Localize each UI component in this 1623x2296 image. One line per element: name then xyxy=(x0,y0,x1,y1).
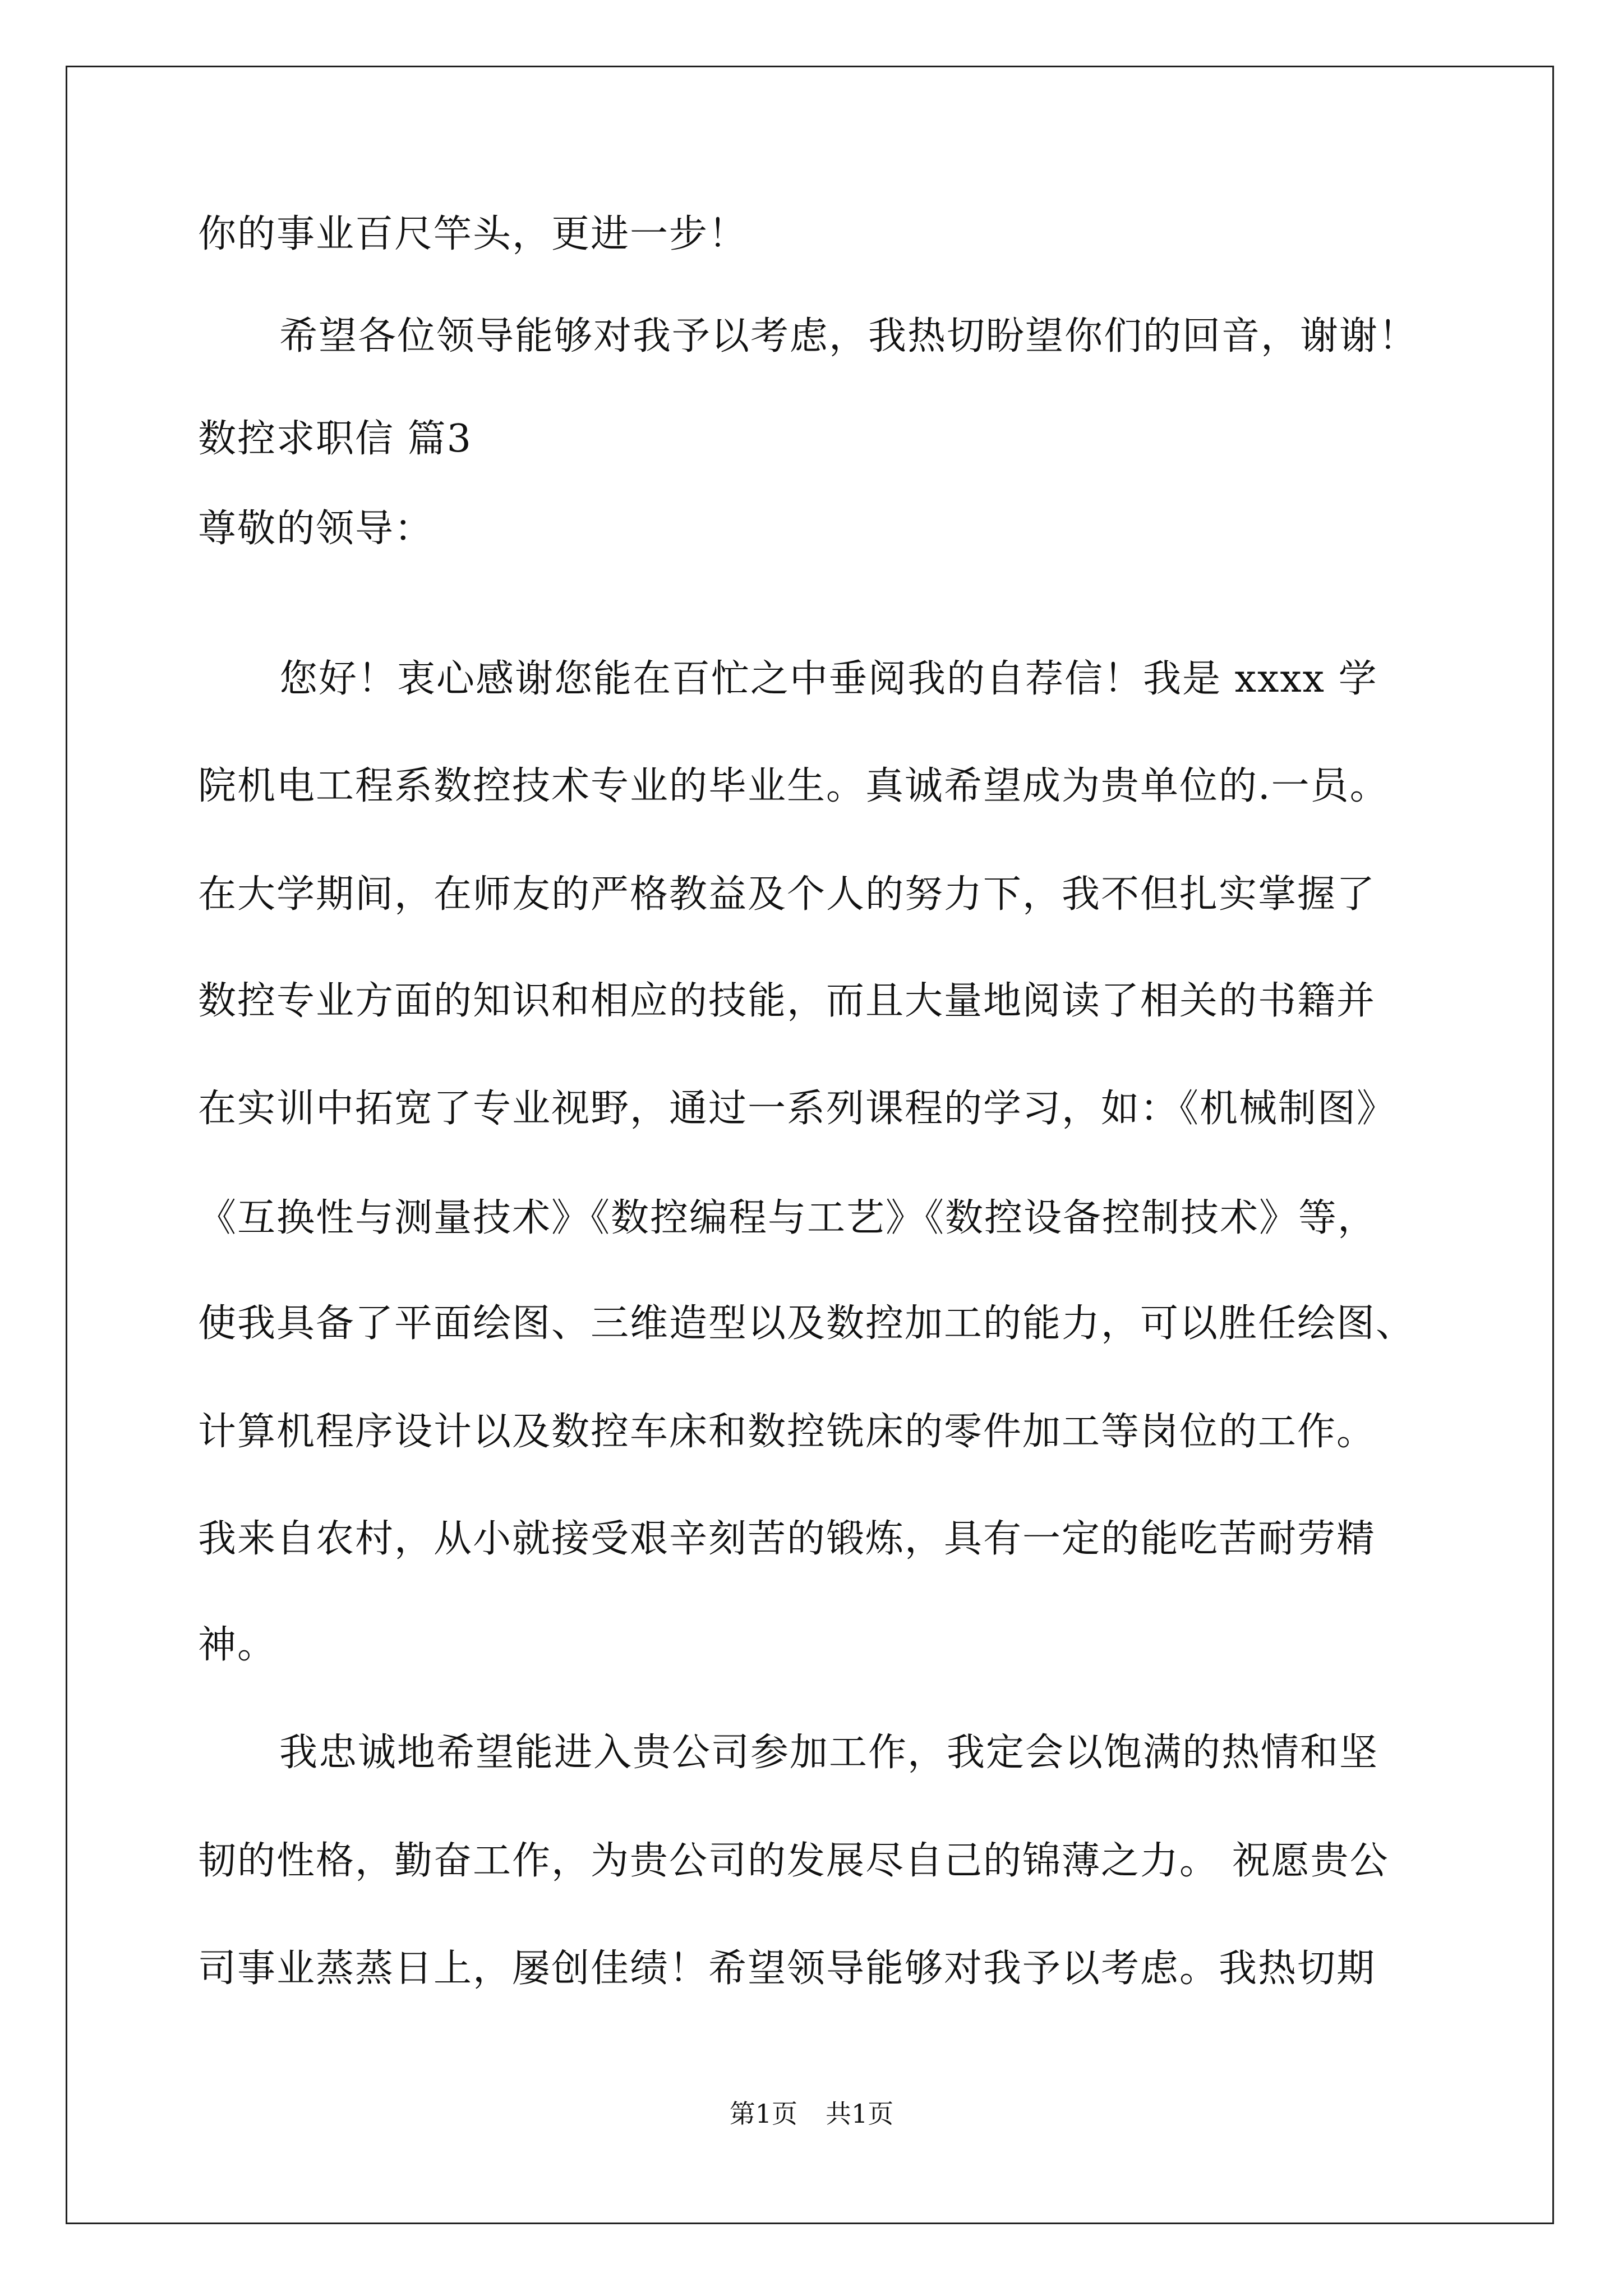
text-line: 使我具备了平面绘图、三维造型以及数控加工的能力，可以胜任绘图、 xyxy=(198,1301,1415,1346)
text-line: 计算机程序设计以及数控车床和数控铣床的零件加工等岗位的工作。 xyxy=(198,1410,1376,1454)
text-line: 您好！衷心感谢您能在百忙之中垂阅我的自荐信！我是 xxxx 学 xyxy=(279,657,1378,701)
text-line: 韧的性格，勤奋工作，为贵公司的发展尽自己的锦薄之力。 祝愿贵公 xyxy=(198,1839,1389,1883)
page-total: 共1页 xyxy=(826,2099,894,2129)
text-line: 希望各位领导能够对我予以考虑，我热切盼望你们的回音，谢谢！ xyxy=(279,314,1418,358)
text-line: 我忠诚地希望能进入贵公司参加工作，我定会以饱满的热情和坚 xyxy=(279,1731,1379,1775)
page-number: 第1页 xyxy=(729,2099,797,2129)
text-line: 《互换性与测量技术》《数控编程与工艺》《数控设备控制技术》等， xyxy=(198,1196,1377,1240)
text-line: 司事业蒸蒸日上，屡创佳绩！希望领导能够对我予以考虑。我热切期 xyxy=(198,1947,1376,1991)
text-line: 在实训中拓宽了专业视野，通过一系列课程的学习，如：《机械制图》 xyxy=(198,1087,1396,1131)
page-border xyxy=(66,66,1554,2224)
text-line: 神。 xyxy=(198,1623,277,1667)
text-line: 在大学期间，在师友的严格教益及个人的努力下，我不但扎实掌握了 xyxy=(198,872,1376,917)
text-line: 院机电工程系数控技术专业的毕业生。真诚希望成为贵单位的.一员。 xyxy=(198,764,1389,808)
text-line: 数控专业方面的知识和相应的技能，而且大量地阅读了相关的书籍并 xyxy=(198,979,1376,1023)
text-line: 你的事业百尺竿头，更进一步！ xyxy=(198,212,748,256)
page-footer xyxy=(0,2097,1623,2131)
section-heading: 数控求职信 篇3 xyxy=(198,417,472,461)
text-line: 我来自农村，从小就接受艰辛刻苦的锻炼，具有一定的能吃苦耐劳精 xyxy=(198,1517,1376,1561)
salutation: 尊敬的领导： xyxy=(198,507,434,551)
